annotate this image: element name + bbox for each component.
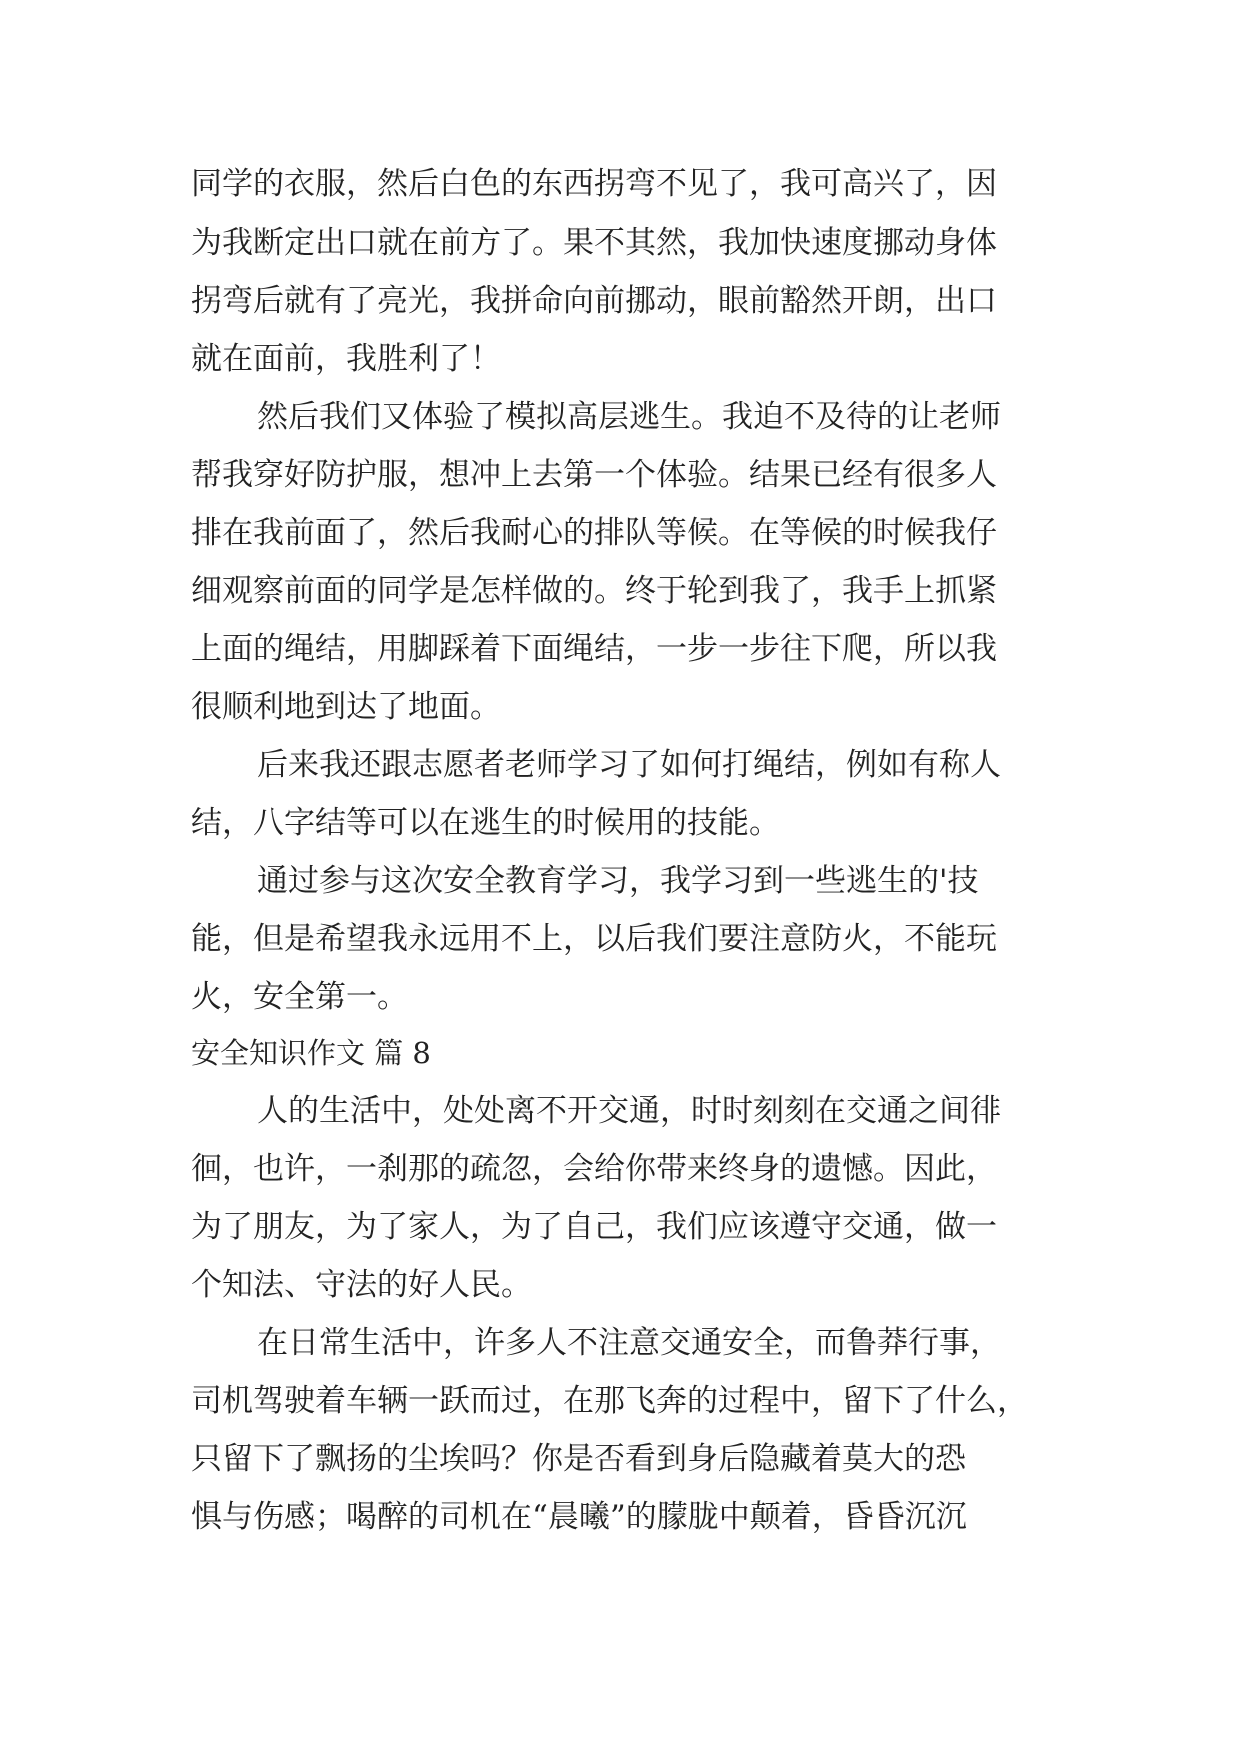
text-line: 只留下了飘扬的尘埃吗？你是否看到身后隐藏着莫大的恐 [191, 1441, 966, 1477]
text-line: 为了朋友，为了家人，为了自己，我们应该遵守交通，做一 [191, 1209, 997, 1245]
text-line: 司机驾驶着车辆一跃而过，在那飞奔的过程中，留下了什么， [191, 1383, 1028, 1419]
text-line: 上面的绳结，用脚踩着下面绳结，一步一步往下爬，所以我 [191, 631, 997, 667]
text-line: 徊，也许，一刹那的疏忽，会给你带来终身的遗憾。因此， [191, 1151, 997, 1187]
text-line: 惧与伤感；喝醉的司机在“晨曦”的朦胧中颠着，昏昏沉沉 [191, 1499, 967, 1535]
text-line: 能，但是希望我永远用不上，以后我们要注意防火，不能玩 [191, 921, 997, 957]
text-line: 后来我还跟志愿者老师学习了如何打绳结，例如有称人 [257, 747, 1001, 783]
text-line: 很顺利地到达了地面。 [191, 689, 501, 725]
text-line: 就在面前，我胜利了！ [191, 341, 501, 377]
text-line: 细观察前面的同学是怎样做的。终于轮到我了，我手上抓紧 [191, 573, 997, 609]
text-line: 同学的衣服，然后白色的东西拐弯不见了，我可高兴了，因 [191, 166, 997, 202]
section-heading: 安全知识作文 篇 8 [191, 1036, 431, 1070]
text-line: 帮我穿好防护服，想冲上去第一个体验。结果已经有很多人 [191, 457, 997, 493]
text-line: 排在我前面了，然后我耐心的排队等候。在等候的时候我仔 [191, 515, 997, 551]
text-line: 人的生活中，处处离不开交通，时时刻刻在交通之间徘 [257, 1093, 1001, 1129]
text-line: 通过参与这次安全教育学习，我学习到一些逃生的'技 [257, 863, 979, 899]
text-line: 然后我们又体验了模拟高层逃生。我迫不及待的让老师 [257, 399, 1001, 435]
text-line: 火，安全第一。 [191, 979, 408, 1015]
text-line: 结，八字结等可以在逃生的时候用的技能。 [191, 805, 780, 841]
text-line: 为我断定出口就在前方了。果不其然，我加快速度挪动身体 [191, 225, 997, 261]
text-line: 在日常生活中，许多人不注意交通安全，而鲁莽行事， [257, 1325, 1001, 1361]
text-line: 拐弯后就有了亮光，我拼命向前挪动，眼前豁然开朗，出口 [191, 283, 997, 319]
text-line: 个知法、守法的好人民。 [191, 1267, 532, 1303]
